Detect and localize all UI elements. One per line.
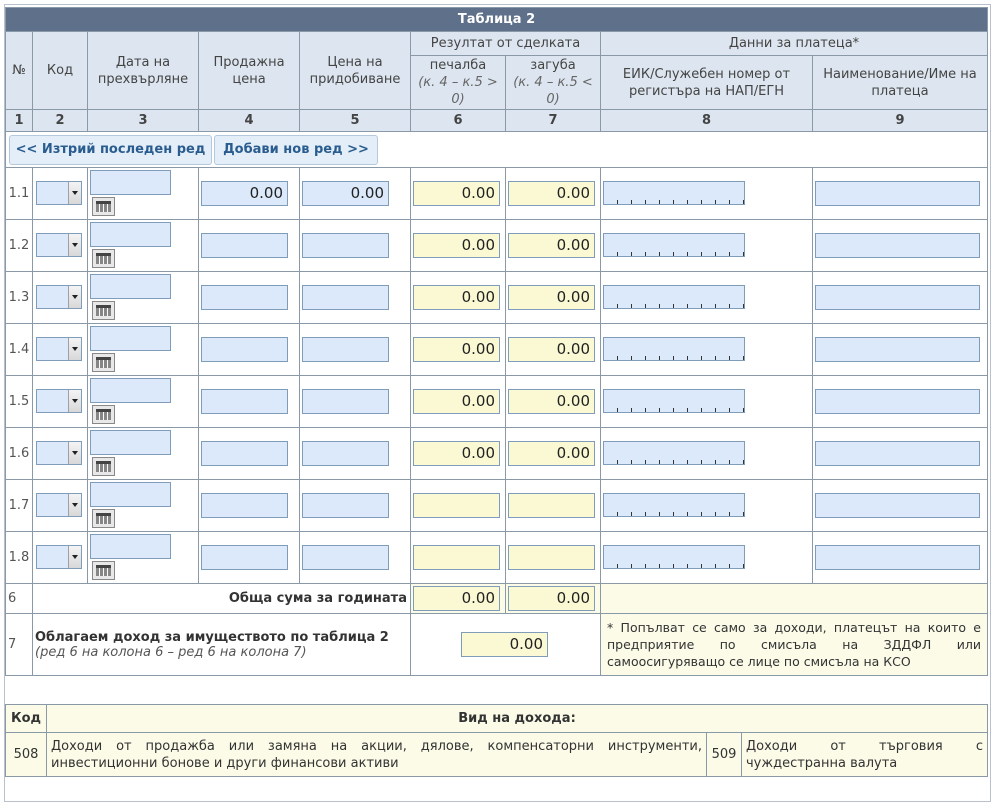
dropdown-arrow-icon[interactable] [68, 494, 81, 516]
calendar-icon[interactable] [92, 249, 115, 268]
date-cell [88, 480, 199, 532]
table-row [6, 532, 988, 584]
header-profit-note: (к. 4 – к.5 > 0) [418, 75, 498, 107]
col-number: 5 [300, 110, 411, 132]
row-number: 1.4 [6, 324, 33, 376]
loss-field[interactable]: 0.00 [508, 285, 595, 310]
transfer-date-field[interactable] [90, 222, 171, 247]
eik-cell [601, 428, 813, 480]
eik-cell [601, 272, 813, 324]
payer-name-cell [813, 168, 988, 220]
code-select[interactable] [36, 337, 82, 361]
header-code: Код [33, 32, 88, 110]
payer-name-field[interactable] [815, 233, 980, 258]
transfer-date-field[interactable] [90, 274, 171, 299]
dropdown-arrow-icon[interactable] [68, 442, 81, 464]
payer-name-field[interactable] [815, 545, 980, 570]
eik-field[interactable] [603, 233, 745, 257]
sale-price-cell [199, 324, 300, 376]
header-payer: Данни за платеца* [601, 32, 988, 56]
sale-price-cell [199, 168, 300, 220]
acquisition-price-field[interactable] [302, 285, 389, 310]
code-509: 509 [707, 733, 742, 777]
sale-price-field[interactable] [201, 389, 288, 414]
acquisition-price-cell [300, 324, 411, 376]
col-number: 6 [411, 110, 506, 132]
table-row [6, 480, 988, 532]
taxable-income-field[interactable]: 0.00 [461, 632, 548, 657]
profit-field[interactable]: 0.00 [413, 233, 500, 258]
eik-cell [601, 376, 813, 428]
button-row [6, 132, 988, 168]
taxable-label: Облагаем доход за имуществото по таблица 2 [35, 629, 389, 645]
acquisition-price-field[interactable] [302, 493, 389, 518]
total-row-number: 6 [6, 584, 33, 614]
header-date: Дата на прехвърляне [88, 32, 199, 110]
header-no: № [6, 32, 33, 110]
profit-field[interactable]: 0.00 [413, 337, 500, 362]
loss-field[interactable]: 0.00 [508, 233, 595, 258]
acquisition-price-field[interactable] [302, 545, 389, 570]
payer-name-cell [813, 324, 988, 376]
payer-name-field[interactable] [815, 337, 980, 362]
acquisition-price-field[interactable] [302, 441, 389, 466]
codes-header-type: Вид на дохода: [47, 705, 988, 733]
header-sale-price: Продажна цена [199, 32, 300, 110]
eik-field[interactable] [603, 337, 745, 361]
profit-cell [411, 428, 506, 480]
payer-name-cell [813, 220, 988, 272]
transfer-date-field[interactable] [90, 534, 171, 559]
eik-field[interactable] [603, 285, 745, 309]
loss-field[interactable]: 0.00 [508, 441, 595, 466]
payer-name-field[interactable] [815, 285, 980, 310]
transfer-date-field[interactable] [90, 326, 171, 351]
eik-cell [601, 168, 813, 220]
acquisition-price-cell [300, 376, 411, 428]
eik-field[interactable] [603, 389, 745, 413]
header-profit-label: печалба [429, 58, 487, 73]
total-profit-cell [411, 584, 506, 614]
transfer-date-field[interactable] [90, 430, 171, 455]
table-caption: Таблица 2 [6, 8, 988, 32]
code-cell [33, 428, 88, 480]
dropdown-arrow-icon[interactable] [68, 546, 81, 568]
table-row [6, 220, 988, 272]
profit-cell [411, 376, 506, 428]
total-label: Обща сума за годината [33, 584, 411, 614]
loss-cell [506, 220, 601, 272]
dropdown-arrow-icon[interactable] [68, 390, 81, 412]
eik-field[interactable] [603, 441, 745, 465]
eik-cell [601, 220, 813, 272]
sale-price-field[interactable] [201, 337, 288, 362]
loss-field[interactable]: 0.00 [508, 337, 595, 362]
profit-cell [411, 324, 506, 376]
profit-field[interactable]: 0.00 [413, 181, 500, 206]
calendar-icon[interactable] [92, 509, 115, 528]
sale-price-field[interactable] [201, 233, 288, 258]
total-loss-field[interactable]: 0.00 [508, 586, 595, 611]
row-number: 1.7 [6, 480, 33, 532]
col-number: 8 [601, 110, 813, 132]
payer-footnote: * Попълват се само за доходи, платецът на които е предприятие по смисъла на ЗДДФЛ или самоосигуряващо се лице по смисъла на КСО [601, 614, 988, 676]
header-eik: ЕИК/Служебен номер от регистъра на НАП/ЕГН [601, 56, 813, 110]
payer-name-field[interactable] [815, 441, 980, 466]
acquisition-price-cell [300, 480, 411, 532]
table-row [6, 272, 988, 324]
calendar-icon[interactable] [92, 353, 115, 372]
payer-name-cell [813, 272, 988, 324]
loss-field[interactable]: 0.00 [508, 389, 595, 414]
code-cell [33, 168, 88, 220]
header-loss-label: загуба [530, 58, 576, 73]
payer-name-field[interactable] [815, 181, 980, 206]
taxable-row-number: 7 [6, 614, 33, 676]
date-cell [88, 272, 199, 324]
eik-cell [601, 532, 813, 584]
codes-header-code: Код [6, 705, 47, 733]
taxable-label-cell [33, 614, 411, 676]
loss-cell [506, 272, 601, 324]
loss-field[interactable] [508, 545, 595, 570]
profit-field[interactable]: 0.00 [413, 389, 500, 414]
profit-cell [411, 220, 506, 272]
table-row [6, 428, 988, 480]
code-select[interactable] [36, 233, 82, 257]
loss-cell [506, 324, 601, 376]
dropdown-arrow-icon[interactable] [68, 286, 81, 308]
delete-last-row-button[interactable]: << Изтрий последен ред [9, 135, 212, 165]
acquisition-price-field[interactable] [302, 389, 389, 414]
transfer-date-field[interactable] [90, 378, 171, 403]
taxable-value-cell [411, 614, 601, 676]
header-payer-name: Наименование/Име на платеца [813, 56, 988, 110]
code-select[interactable] [36, 545, 82, 569]
calendar-icon[interactable] [92, 561, 115, 580]
sale-price-cell [199, 480, 300, 532]
eik-cell [601, 480, 813, 532]
add-row-button[interactable]: Добави нов ред >> [214, 135, 378, 165]
dropdown-arrow-icon[interactable] [68, 338, 81, 360]
date-cell [88, 324, 199, 376]
date-cell [88, 428, 199, 480]
acquisition-price-cell [300, 220, 411, 272]
row-number: 1.8 [6, 532, 33, 584]
code-cell [33, 532, 88, 584]
code-cell [33, 376, 88, 428]
sale-price-field[interactable] [201, 285, 288, 310]
eik-field[interactable] [603, 493, 745, 517]
code-select[interactable] [36, 441, 82, 465]
taxable-sublabel: (ред 6 на колона 6 – ред 6 на колона 7) [35, 644, 307, 660]
col-number: 1 [6, 110, 33, 132]
calendar-icon[interactable] [92, 405, 115, 424]
row-number: 1.2 [6, 220, 33, 272]
acquisition-price-cell [300, 272, 411, 324]
code-509-text: Доходи от търговия с чуждестранна валута [742, 733, 988, 777]
sale-price-field[interactable] [201, 545, 288, 570]
acquisition-price-cell [300, 532, 411, 584]
calendar-icon[interactable] [92, 457, 115, 476]
date-cell [88, 376, 199, 428]
code-508: 508 [6, 733, 47, 777]
profit-cell [411, 532, 506, 584]
total-blank [601, 584, 988, 614]
code-508-text: Доходи от продажба или замяна на акции, дялове, компенсаторни инструменти, инвестиционни бонове и други финансови активи [47, 733, 707, 777]
income-codes-table [5, 704, 988, 777]
code-select[interactable] [36, 389, 82, 413]
acquisition-price-field[interactable] [302, 337, 389, 362]
header-loss [506, 56, 601, 110]
header-result: Резултат от сделката [411, 32, 601, 56]
eik-cell [601, 324, 813, 376]
sale-price-field[interactable] [201, 493, 288, 518]
code-select[interactable] [36, 285, 82, 309]
header-profit [411, 56, 506, 110]
date-cell [88, 220, 199, 272]
payer-name-cell [813, 532, 988, 584]
sale-price-field[interactable]: 0.00 [201, 181, 288, 206]
loss-cell [506, 428, 601, 480]
acquisition-price-field[interactable]: 0.00 [302, 181, 389, 206]
calendar-icon[interactable] [92, 301, 115, 320]
row-number: 1.3 [6, 272, 33, 324]
total-loss-cell [506, 584, 601, 614]
total-profit-field[interactable]: 0.00 [413, 586, 500, 611]
date-cell [88, 532, 199, 584]
calendar-icon[interactable] [92, 197, 115, 216]
sale-price-field[interactable] [201, 441, 288, 466]
col-number: 4 [199, 110, 300, 132]
profit-cell [411, 480, 506, 532]
payer-name-field[interactable] [815, 389, 980, 414]
loss-cell [506, 480, 601, 532]
header-loss-note: (к. 4 – к.5 < 0) [513, 75, 593, 107]
sale-price-cell [199, 428, 300, 480]
code-cell [33, 220, 88, 272]
code-select[interactable] [36, 493, 82, 517]
row-number: 1.1 [6, 168, 33, 220]
acquisition-price-cell [300, 428, 411, 480]
profit-cell [411, 168, 506, 220]
dropdown-arrow-icon[interactable] [68, 234, 81, 256]
col-number: 2 [33, 110, 88, 132]
eik-field[interactable] [603, 545, 745, 569]
profit-field[interactable]: 0.00 [413, 441, 500, 466]
col-number: 7 [506, 110, 601, 132]
table-row [6, 324, 988, 376]
date-cell [88, 168, 199, 220]
loss-cell [506, 168, 601, 220]
profit-field[interactable] [413, 545, 500, 570]
loss-cell [506, 376, 601, 428]
code-cell [33, 272, 88, 324]
payer-name-field[interactable] [815, 493, 980, 518]
col-number: 9 [813, 110, 988, 132]
payer-name-cell [813, 428, 988, 480]
table-2 [5, 7, 988, 676]
table-row [6, 168, 988, 220]
header-acquisition-price: Цена на придобиване [300, 32, 411, 110]
loss-field[interactable] [508, 493, 595, 518]
payer-name-cell [813, 480, 988, 532]
profit-field[interactable] [413, 493, 500, 518]
profit-field[interactable]: 0.00 [413, 285, 500, 310]
payer-name-cell [813, 376, 988, 428]
sale-price-cell [199, 532, 300, 584]
loss-field[interactable]: 0.00 [508, 181, 595, 206]
acquisition-price-cell [300, 168, 411, 220]
sale-price-cell [199, 272, 300, 324]
code-select[interactable] [36, 181, 82, 205]
table-row [6, 376, 988, 428]
profit-cell [411, 272, 506, 324]
row-number: 1.5 [6, 376, 33, 428]
col-number: 3 [88, 110, 199, 132]
code-cell [33, 324, 88, 376]
sale-price-cell [199, 220, 300, 272]
transfer-date-field[interactable] [90, 170, 171, 195]
sale-price-cell [199, 376, 300, 428]
dropdown-arrow-icon[interactable] [68, 182, 81, 204]
row-number: 1.6 [6, 428, 33, 480]
loss-cell [506, 532, 601, 584]
eik-field[interactable] [603, 181, 745, 205]
acquisition-price-field[interactable] [302, 233, 389, 258]
code-cell [33, 480, 88, 532]
transfer-date-field[interactable] [90, 482, 171, 507]
